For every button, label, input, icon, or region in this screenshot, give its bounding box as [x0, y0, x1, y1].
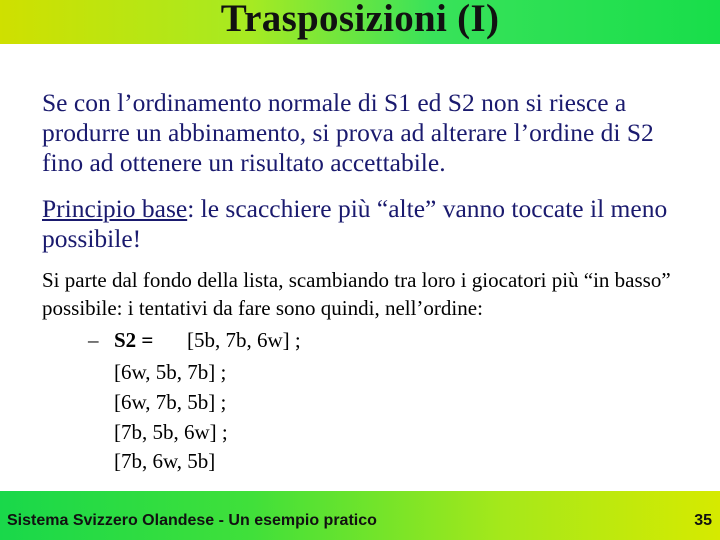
- principle-paragraph: [42, 194, 692, 254]
- intro-paragraph: Se con l’ordinamento normale di S1 ed S2 non si riesce a produrre un abbinamento, si prova ad alterare l’ordine di S2 fino ad ottenere un risultato accettabile.: [42, 88, 654, 177]
- ordering-4: [7b, 5b, 6w] ;: [114, 420, 228, 444]
- list-dash: –: [88, 328, 99, 352]
- ordering-5: [7b, 6w, 5b]: [114, 449, 216, 473]
- principle-label: Principio base: [42, 194, 188, 223]
- slide-title: Trasposizioni (I): [220, 0, 500, 40]
- page-number: 35: [694, 512, 712, 529]
- s2-label: S2 =: [114, 328, 154, 352]
- footer-bar: [0, 491, 720, 540]
- principle-text: : le scacchiere più “alte” vanno toccate il meno possibile!: [42, 194, 668, 253]
- ordering-1: [5b, 7b, 6w] ;: [187, 328, 301, 352]
- ordering-2: [6w, 5b, 7b] ;: [114, 360, 227, 384]
- ordering-3: [6w, 7b, 5b] ;: [114, 390, 227, 414]
- procedure-paragraph: Si parte dal fondo della lista, scambiando tra loro i giocatori più “in basso” possibile: i tentativi da fare sono quindi, nell’ordine:: [42, 268, 671, 320]
- footer-title: Sistema Svizzero Olandese - Un esempio pratico: [7, 512, 377, 529]
